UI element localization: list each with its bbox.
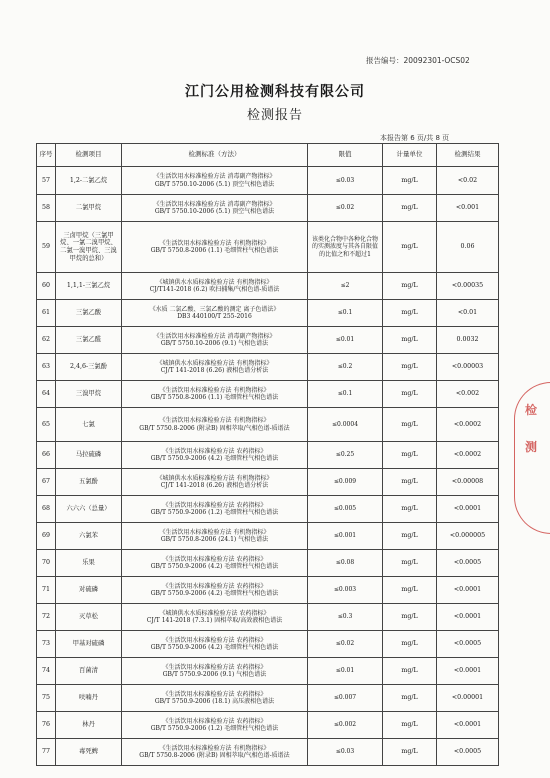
cell-item: 毒死蜱 [56, 739, 122, 766]
cell-result: <0.0001 [437, 658, 499, 685]
table-row [37, 658, 499, 685]
cell-result: <0.0005 [437, 739, 499, 766]
cell-no: 71 [37, 577, 56, 604]
cell-item: 呋喃丹 [56, 685, 122, 712]
cell-no: 59 [37, 222, 56, 273]
cell-limit: ≤0.02 [308, 195, 383, 222]
table-row [37, 469, 499, 496]
cell-unit: mg/L [383, 685, 437, 712]
cell-result: <0.0002 [437, 442, 499, 469]
cell-limit: ≤0.02 [308, 631, 383, 658]
cell-item: 马拉硫磷 [56, 442, 122, 469]
cell-no: 74 [37, 658, 56, 685]
cell-result: <0.00003 [437, 354, 499, 381]
cell-method: 《生活饮用水标准检验方法 消毒副产物指标》 GB/T 5750.10-2006 (5.1) 顶空气相色谱法 [122, 195, 308, 222]
cell-method: 《生活饮用水标准检验方法 农药指标》 GB/T 5750.9-2006 (4.2) 毛细管柱气相色谱法 [122, 550, 308, 577]
cell-method: 《生活饮用水标准检验方法 农药指标》 GB/T 5750.9-2006 (18.1) 高压液相色谱法 [122, 685, 308, 712]
header-result: 检测结果 [437, 144, 499, 167]
cell-method: 《城镇供水水质标准检验方法 有机物指标》 CJ/T 141-2018 (6.26) 液相色谱分析法 [122, 354, 308, 381]
cell-result: <0.01 [437, 300, 499, 327]
cell-limit: ≤0.3 [308, 604, 383, 631]
cell-limit: ≤0.03 [308, 167, 383, 195]
cell-no: 58 [37, 195, 56, 222]
cell-item: 甲基对硫磷 [56, 631, 122, 658]
cell-item: 六氯苯 [56, 523, 122, 550]
table-row [37, 442, 499, 469]
cell-limit: ≤0.25 [308, 442, 383, 469]
cell-no: 73 [37, 631, 56, 658]
table-body [37, 167, 499, 766]
table-row [37, 550, 499, 577]
cell-item: 1,1,1-三氯乙烷 [56, 273, 122, 300]
cell-no: 65 [37, 408, 56, 442]
cell-unit: mg/L [383, 604, 437, 631]
table-row [37, 631, 499, 658]
cell-no: 67 [37, 469, 56, 496]
cell-limit: 该类化合物中各种化合物的实测浓度与其各自限值的比值之和不超过1 [308, 222, 383, 273]
cell-limit: ≤0.003 [308, 577, 383, 604]
cell-unit: mg/L [383, 354, 437, 381]
cell-result: <0.0005 [437, 631, 499, 658]
cell-method: 《生活饮用水标准检验方法 有机物指标》 GB/T 5750.8-2006 (附录B) 固相萃取/气相色谱-质谱法 [122, 408, 308, 442]
cell-result: <0.002 [437, 381, 499, 408]
table-row [37, 273, 499, 300]
stamp-char: 测 [525, 440, 538, 454]
cell-method: 《生活饮用水标准检验方法 农药指标》 GB/T 5750.9-2006 (9.1) 气相色谱法 [122, 658, 308, 685]
cell-result: <0.001 [437, 195, 499, 222]
table-row [37, 739, 499, 766]
table-row [37, 354, 499, 381]
table-row [37, 167, 499, 195]
cell-unit: mg/L [383, 195, 437, 222]
cell-result: <0.00008 [437, 469, 499, 496]
report-number [366, 55, 470, 66]
document-title: 检测报告 [246, 108, 303, 123]
cell-no: 61 [37, 300, 56, 327]
cell-method: 《生活饮用水标准检验方法 农药指标》 GB/T 5750.9-2006 (1.2) 毛细管柱气相色谱法 [122, 712, 308, 739]
cell-unit: mg/L [383, 496, 437, 523]
cell-result: <0.00035 [437, 273, 499, 300]
cell-no: 77 [37, 739, 56, 766]
cell-result: <0.0002 [437, 408, 499, 442]
cell-limit: ≤0.1 [308, 381, 383, 408]
cell-result: <0.0001 [437, 496, 499, 523]
results-table [36, 143, 499, 766]
cell-unit: mg/L [383, 523, 437, 550]
cell-no: 75 [37, 685, 56, 712]
cell-limit: ≤0.005 [308, 496, 383, 523]
cell-limit: ≤0.01 [308, 327, 383, 354]
cell-no: 72 [37, 604, 56, 631]
cell-item: 五氯酚 [56, 469, 122, 496]
cell-unit: mg/L [383, 408, 437, 442]
cell-item: 七氯 [56, 408, 122, 442]
cell-limit: ≤0.2 [308, 354, 383, 381]
cell-method: 《生活饮用水标准检验方法 农药指标》 GB/T 5750.9-2006 (4.2) 毛细管柱气相色谱法 [122, 631, 308, 658]
cell-item: 三氯乙醛 [56, 327, 122, 354]
cell-method: 《生活饮用水标准检验方法 消毒副产物指标》 GB/T 5750.10-2006 (5.1) 顶空气相色谱法 [122, 167, 308, 195]
cell-no: 57 [37, 167, 56, 195]
cell-unit: mg/L [383, 739, 437, 766]
cell-item: 对硫磷 [56, 577, 122, 604]
cell-method: 《城镇供水水质标准检验方法 农药指标》 CJ/T 141-2018 (7.3.1) 固相萃取/高效液相色谱法 [122, 604, 308, 631]
cell-result: <0.02 [437, 167, 499, 195]
cell-no: 70 [37, 550, 56, 577]
cell-unit: mg/L [383, 442, 437, 469]
cell-item: 百菌清 [56, 658, 122, 685]
table-row [37, 408, 499, 442]
cell-limit: ≤0.002 [308, 712, 383, 739]
cell-item: 灭草松 [56, 604, 122, 631]
cell-item: 二氯甲烷 [56, 195, 122, 222]
cell-item: 三溴甲烷 [56, 381, 122, 408]
cell-result: 0.06 [437, 222, 499, 273]
header-no: 序号 [37, 144, 56, 167]
cell-method: 《生活饮用水标准检验方法 有机物指标》 GB/T 5750.8-2006 (1.1) 毛细管柱气相色谱法 [122, 222, 308, 273]
cell-item: 2,4,6-三氯酚 [56, 354, 122, 381]
cell-result: <0.00001 [437, 685, 499, 712]
cell-result: <0.0001 [437, 604, 499, 631]
cell-method: 《生活饮用水标准检验方法 农药指标》 GB/T 5750.9-2006 (1.2) 毛细管柱气相色谱法 [122, 496, 308, 523]
cell-result: 0.0032 [437, 327, 499, 354]
header-unit: 计量单位 [383, 144, 437, 167]
table-header-row [37, 144, 499, 167]
cell-item: 三卤甲烷（三氯甲烷、一氯二溴甲烷、二氯一溴甲烷、三溴甲烷的总和） [56, 222, 122, 273]
table-row [37, 604, 499, 631]
cell-result: <0.000005 [437, 523, 499, 550]
table-row [37, 381, 499, 408]
table-row [37, 300, 499, 327]
company-name: 江门公用检测科技有限公司 [185, 84, 365, 100]
cell-result: <0.0001 [437, 712, 499, 739]
cell-no: 63 [37, 354, 56, 381]
cell-no: 76 [37, 712, 56, 739]
cell-item: 三氯乙酸 [56, 300, 122, 327]
cell-unit: mg/L [383, 577, 437, 604]
cell-no: 69 [37, 523, 56, 550]
cell-method: 《城镇供水水质标准检验方法 有机物指标》 CJ/T141-2018 (6.2) 吹扫捕集/气相色谱-质谱法 [122, 273, 308, 300]
table-row [37, 523, 499, 550]
cell-method: 《生活饮用水标准检验方法 消毒副产物指标》 GB/T 5750.10-2006 (9.1) 气相色谱法 [122, 327, 308, 354]
cell-no: 60 [37, 273, 56, 300]
table-row [37, 222, 499, 273]
cell-no: 68 [37, 496, 56, 523]
cell-method: 《生活饮用水标准检验方法 有机物指标》 GB/T 5750.8-2006 (24.1) 气相色谱法 [122, 523, 308, 550]
cell-limit: ≤0.0004 [308, 408, 383, 442]
cell-method: 《城镇供水水质标准检验方法 有机物指标》 CJ/T 141-2018 (6.26) 液相色谱分析法 [122, 469, 308, 496]
header-item: 检测项目 [56, 144, 122, 167]
cell-unit: mg/L [383, 222, 437, 273]
cell-item: 六六六（总量） [56, 496, 122, 523]
cell-limit: ≤0.08 [308, 550, 383, 577]
cell-unit: mg/L [383, 167, 437, 195]
cell-item: 林丹 [56, 712, 122, 739]
cell-unit: mg/L [383, 658, 437, 685]
cell-limit: ≤2 [308, 273, 383, 300]
cell-result: <0.0001 [437, 577, 499, 604]
table-row [37, 195, 499, 222]
table-row [37, 496, 499, 523]
cell-limit: ≤0.009 [308, 469, 383, 496]
cell-no: 62 [37, 327, 56, 354]
cell-item: 1,2-二氯乙烷 [56, 167, 122, 195]
report-number-label: 报告编号： [366, 56, 404, 65]
cell-limit: ≤0.001 [308, 523, 383, 550]
header-method: 检测标准（方法） [122, 144, 308, 167]
table-row [37, 685, 499, 712]
table-row [37, 327, 499, 354]
cell-limit: ≤0.01 [308, 658, 383, 685]
cell-item: 乐果 [56, 550, 122, 577]
cell-method: 《生活饮用水标准检验方法 有机物指标》 GB/T 5750.8-2006 (1.1) 毛细管柱气相色谱法 [122, 381, 308, 408]
cell-unit: mg/L [383, 327, 437, 354]
report-number-value: 20092301-OCS02 [403, 56, 470, 65]
cell-unit: mg/L [383, 381, 437, 408]
cell-method: 《生活饮用水标准检验方法 有机物指标》 GB/T 5750.8-2006 (附录B) 固相萃取/气相色谱-质谱法 [122, 739, 308, 766]
stamp-char: 检 [525, 403, 538, 417]
cell-unit: mg/L [383, 550, 437, 577]
table-row [37, 577, 499, 604]
cell-limit: ≤0.1 [308, 300, 383, 327]
cell-result: <0.0005 [437, 550, 499, 577]
cell-unit: mg/L [383, 300, 437, 327]
cell-unit: mg/L [383, 712, 437, 739]
cell-unit: mg/L [383, 469, 437, 496]
cell-no: 64 [37, 381, 56, 408]
cell-unit: mg/L [383, 273, 437, 300]
cell-method: 《生活饮用水标准检验方法 农药指标》 GB/T 5750.9-2006 (4.2) 毛细管柱气相色谱法 [122, 577, 308, 604]
cell-no: 66 [37, 442, 56, 469]
cell-limit: ≤0.03 [308, 739, 383, 766]
red-seal-stamp [514, 382, 550, 534]
table-row [37, 712, 499, 739]
cell-unit: mg/L [383, 631, 437, 658]
header-limit: 限值 [308, 144, 383, 167]
cell-limit: ≤0.007 [308, 685, 383, 712]
cell-method: 《水质 二氯乙酸、三氯乙酸的测定 离子色谱法》 DB3 440100/T 255-2016 [122, 300, 308, 327]
cell-method: 《生活饮用水标准检验方法 农药指标》 GB/T 5750.9-2006 (4.2) 毛细管柱气相色谱法 [122, 442, 308, 469]
page-info: 本报告第 6 页/共 8 页 [380, 134, 450, 142]
